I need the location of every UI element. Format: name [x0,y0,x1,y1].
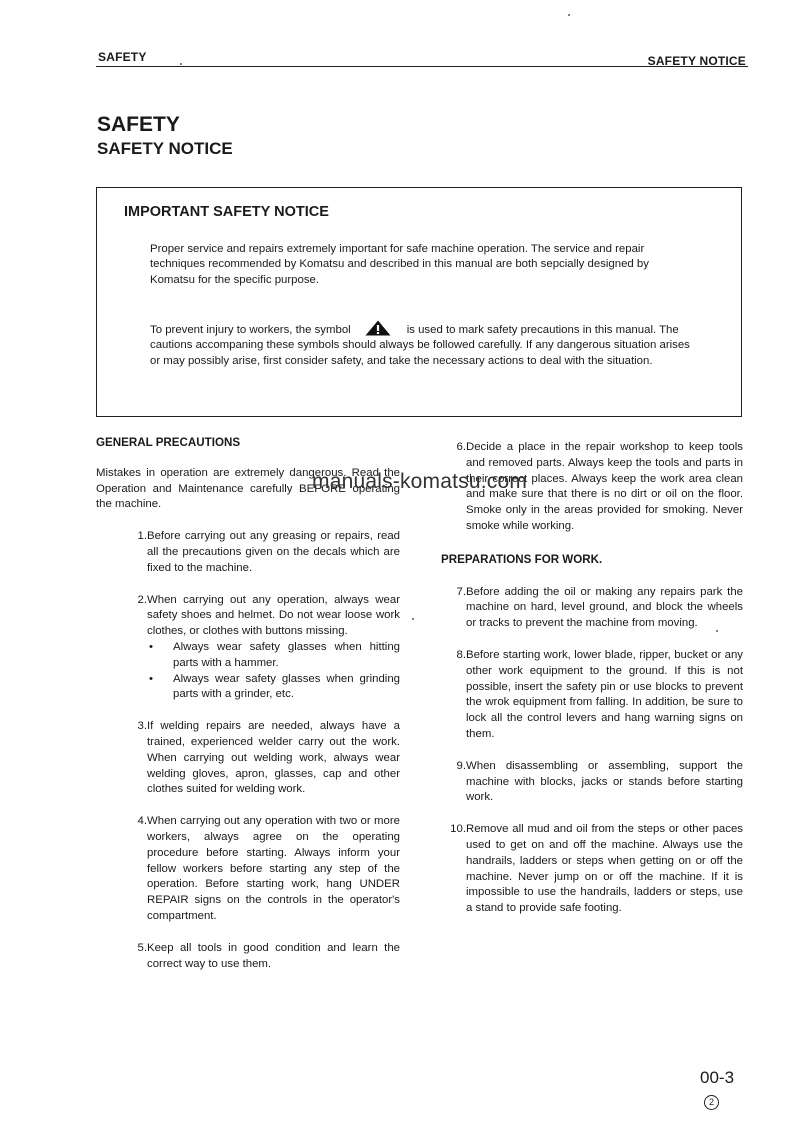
important-notice-box [96,187,742,417]
bullet-icon: • [149,672,153,685]
notice-paragraph-2-start: To prevent injury to workers, the symbol [150,324,351,336]
list-item [121,941,400,973]
item-number: 8. [456,648,466,661]
item-number: 6. [456,441,466,453]
header-rule [96,66,748,67]
list-item [441,585,743,632]
item-number: 9. [456,759,466,772]
left-column [96,435,400,972]
bullet-item: • Always wear safety glasses when hitting parts with a hammer. [147,640,400,672]
page-subtitle: SAFETY NOTICE [97,139,233,158]
list-item [121,814,400,925]
item-number: 2. [137,593,147,606]
general-precautions-heading: GENERAL PRECAUTIONS [96,436,241,449]
revision-mark: 2 [704,1095,719,1110]
item-text: When carrying out any operation with two or more workers, always agree on the operating procedure before starting. Always inform your fellow workers before starting any step of the operation. Before starting work, hang UNDER REPAIR signs on the controls in the operator's compartment. [147,815,400,922]
item-text: Before carrying out any greasing or repairs, read all the precautions given on the decals which are fixed to the machine. [147,530,400,574]
general-intro: Mistakes in operation are extremely dangerous. Read the Operation and Maintenance carefully BEFORE operating the machine. [96,466,400,511]
list-item [121,719,400,798]
bullet-item: • Always wear safety glasses when grinding parts with a grinder, etc. [147,672,400,704]
item-text: Before starting work, lower blade, ripper, bucket or any other work equipment to the ground. If this is not possible, insert the safety pin or use blocks to prevent the wrok equipment from falling. In addition, be sure to lock all the control levers and hang warning signs on them. [466,648,743,740]
item-text: If welding repairs are needed, always have a trained, experienced welder carry out the work. When carrying out welding work, always wear welding gloves, apron, glasses, cap and other clothes suited for welding work. [147,720,400,796]
list-item [441,759,743,806]
bullet-icon: • [149,640,153,653]
bullet-list [147,640,400,703]
watermark-text: manuals-komatsu.com [312,470,528,493]
header-section-right: SAFETY NOTICE [647,54,746,68]
list-item [441,648,743,743]
item-number: 10. [450,823,466,836]
item-number: 1. [137,530,147,543]
item-text: Decide a place in the repair workshop to keep tools and removed parts. Always keep the tools and parts in their correct places. Always keep the work area clean and make sure that there is no dirt or oil on the floor. Smoke only in the areas provided for smoking. Never smoke while working. [466,441,743,532]
list-item [121,593,400,704]
page-title: SAFETY [97,113,180,136]
list-item [441,822,743,917]
item-text: When carrying out any operation, always wear safety shoes and helmet. Do not wear loose work clothes, or clothes with buttons missing. [147,593,400,638]
scan-speck [716,630,718,632]
right-column [441,440,743,917]
scan-speck [180,63,182,65]
notice-paragraph-2-end: is used to mark safety precautions in this manual. The cautions accompaning these symbols should always be followed carefully. If any dangerous situation arises or may possibly arise, first consider safety, and take the necessary actions to deal with the situation. [150,324,690,367]
warning-triangle-icon [365,320,391,336]
item-text: Keep all tools in good condition and learn the correct way to use them. [147,941,400,970]
item-text: When disassembling or assembling, support the machine with blocks, jacks or stands before starting work. [466,759,743,804]
notice-paragraph-1: Proper service and repairs extremely important for safe machine operation. The service and repair techniques recommended by Komatsu and described in this manual are both sepcially designed by Komatsu for the specific purpose. [150,243,649,286]
scan-speck [568,14,570,16]
item-number: 7. [456,585,466,598]
notice-heading: IMPORTANT SAFETY NOTICE [124,204,329,220]
item-number: 3. [137,720,147,733]
item-text: Before adding the oil or making any repairs park the machine on hard, level ground, and block the wheels or tracks to prevent the machine from moving. [466,585,743,630]
preparations-heading: PREPARATIONS FOR WORK. [441,552,603,566]
header-section-left: SAFETY [98,50,147,64]
scan-speck [412,618,414,620]
item-number: 5. [137,941,147,954]
item-text: Remove all mud and oil from the steps or other paces used to get on and off the machine. Always use the handrails, ladders or steps when getting on or off the machine. Never jump on or off the machine. If it is impossible to use the handrails, ladders or steps, use a stand to provide safe footing. [466,823,743,915]
notice-paragraph-2 [150,320,696,369]
page-number: 00-3 [700,1068,735,1087]
list-item [121,529,400,576]
item-number: 4. [137,815,147,828]
